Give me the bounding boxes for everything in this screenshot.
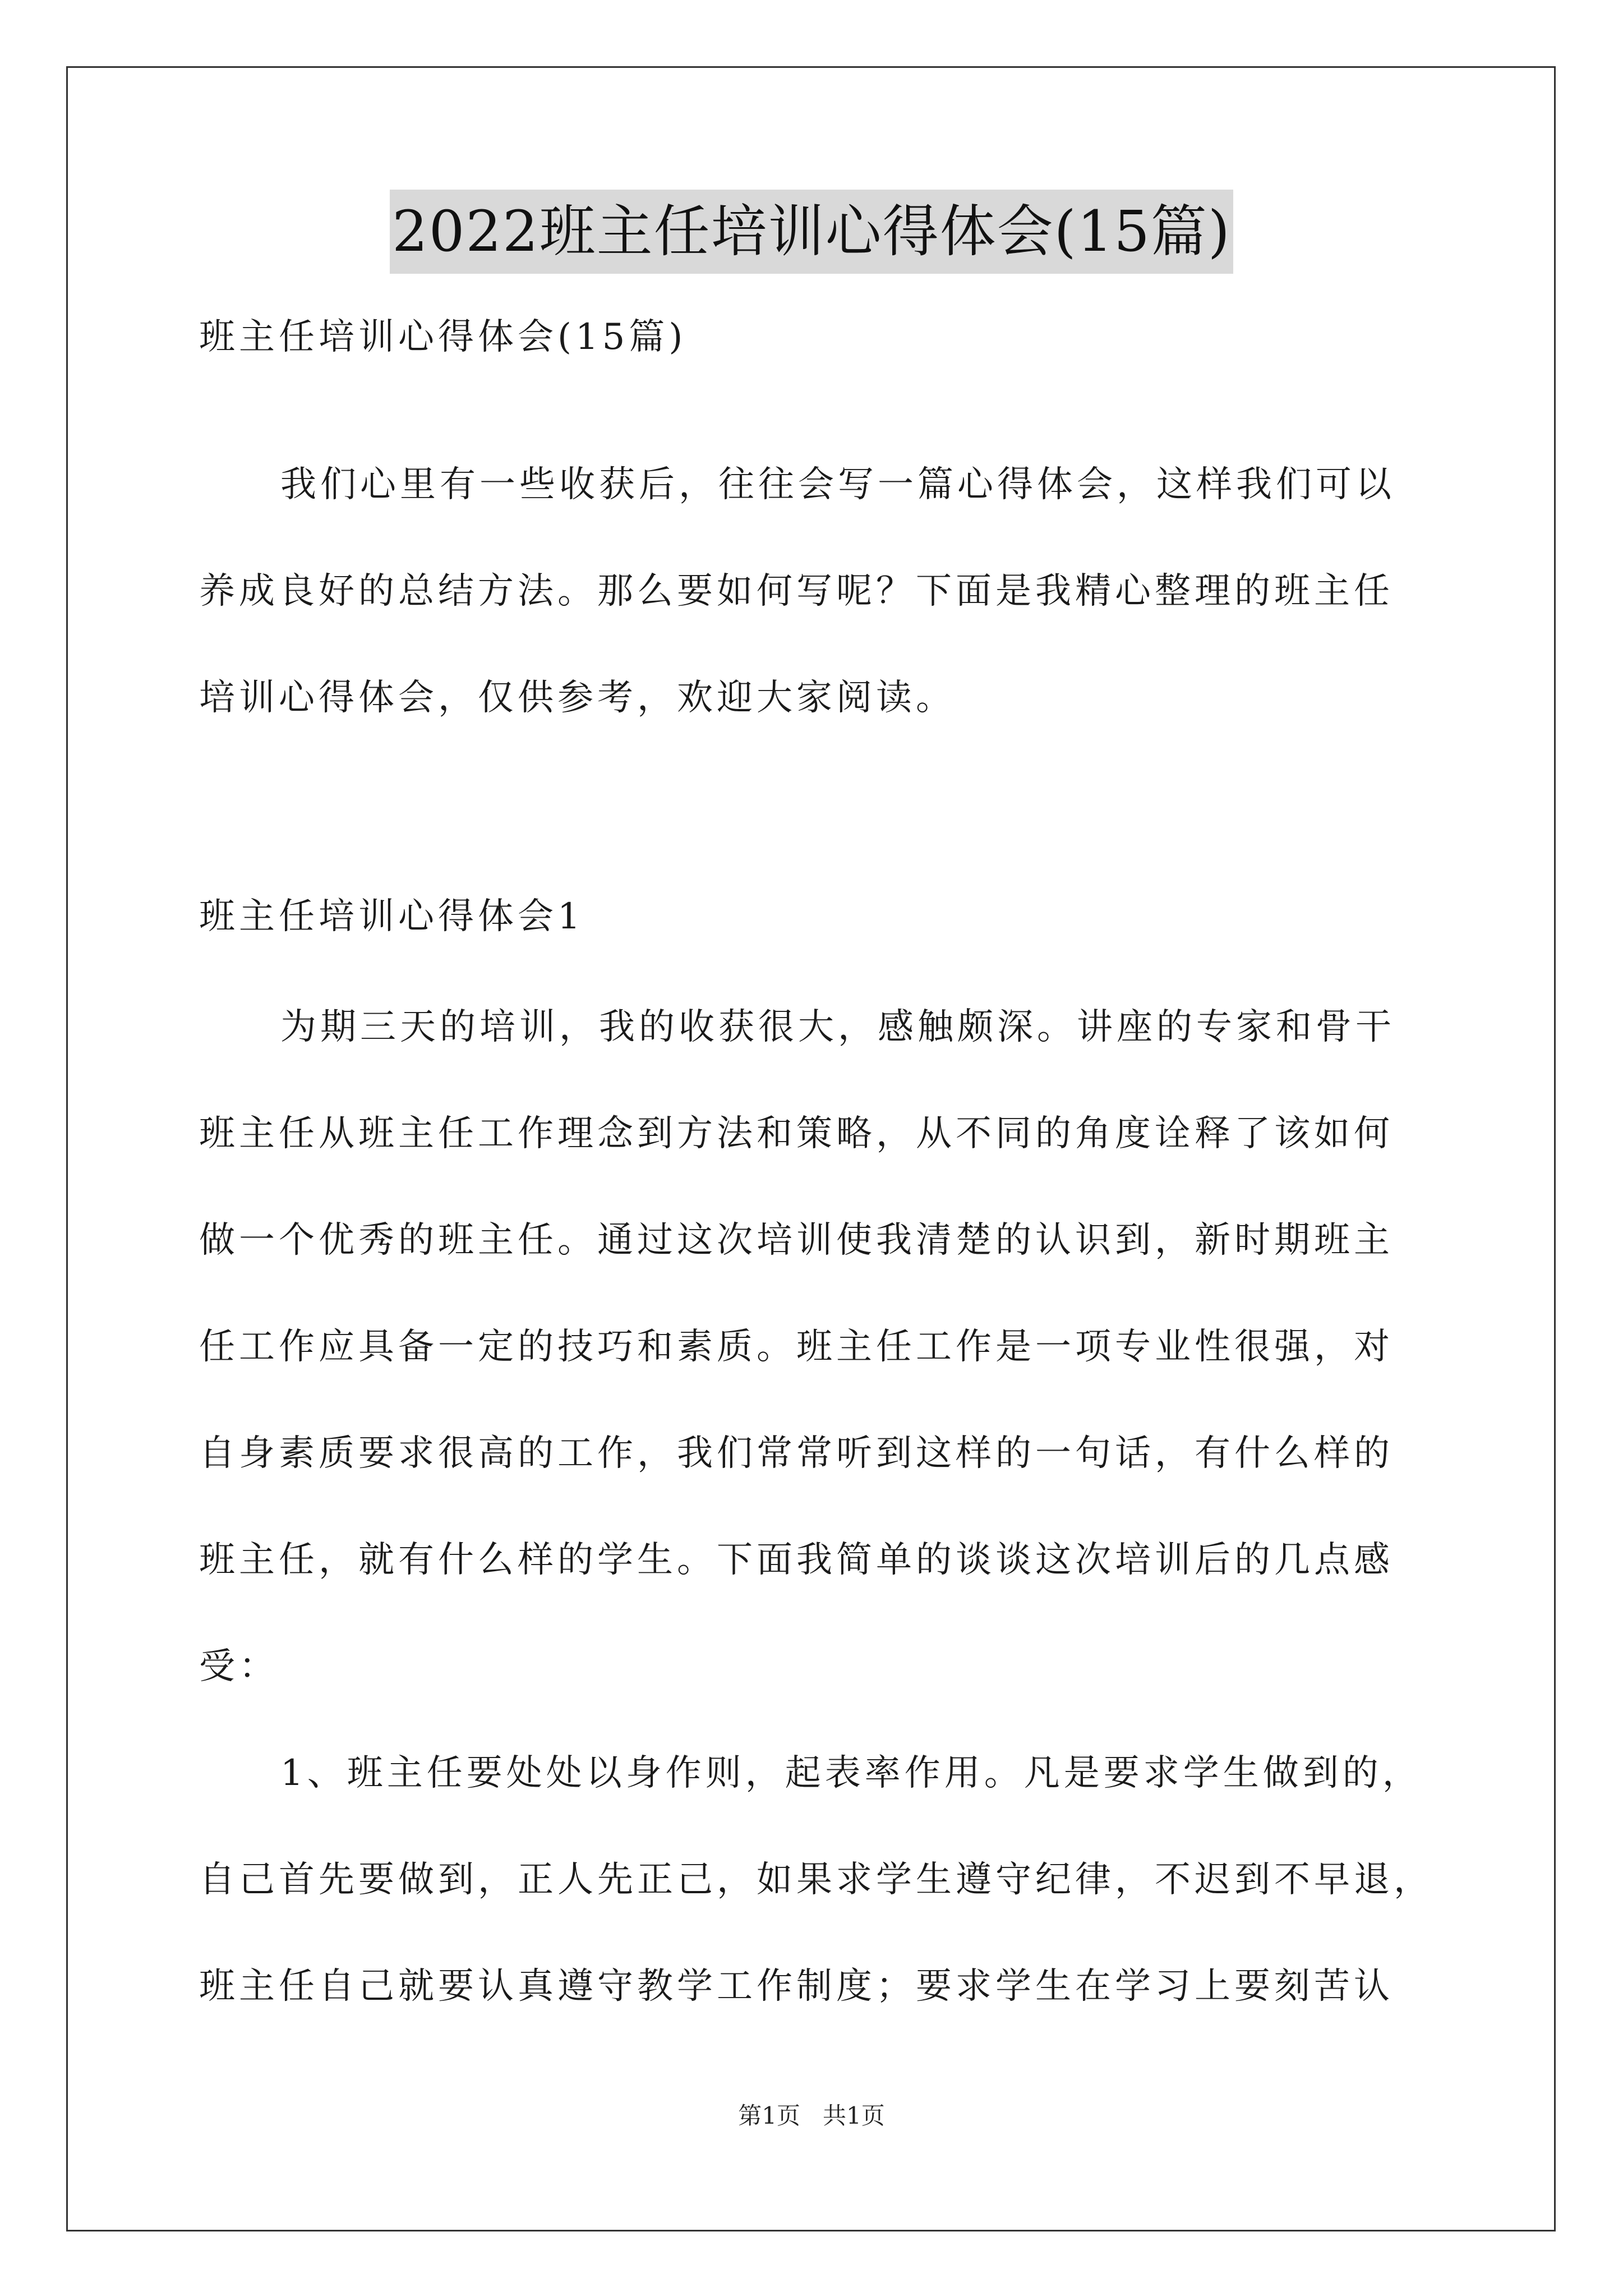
body-line: 班主任，就有什么样的学生。下面我简单的谈谈这次培训后的几点感 (199, 1539, 1394, 1581)
point-line: 班主任自己就要认真遵守教学工作制度；要求学生在学习上要刻苦认 (199, 1966, 1394, 2007)
title-container (0, 190, 1623, 274)
body-line: 受： (199, 1646, 279, 1687)
body-line: 为期三天的培训，我的收获很大，感触颇深。讲座的专家和骨干 (280, 1006, 1395, 1048)
point-line: 自己首先要做到，正人先正己，如果求学生遵守纪律，不迟到不早退， (199, 1859, 1433, 1901)
point-line: 1、班主任要处处以身作则，起表率作用。凡是要求学生做到的， (280, 1752, 1422, 1794)
page-footer: 第1页 共1页 (738, 2102, 885, 2129)
body-line: 班主任从班主任工作理念到方法和策略，从不同的角度诠释了该如何 (199, 1113, 1394, 1154)
intro-line: 养成良好的总结方法。那么要如何写呢？下面是我精心整理的班主任 (199, 570, 1394, 612)
intro-line: 培训心得体会，仅供参考，欢迎大家阅读。 (199, 677, 956, 719)
document-subtitle: 班主任培训心得体会(15篇) (199, 316, 687, 358)
body-line: 做一个优秀的班主任。通过这次培训使我清楚的认识到，新时期班主 (199, 1220, 1394, 1261)
section-heading: 班主任培训心得体会1 (199, 896, 584, 937)
body-line: 任工作应具备一定的技巧和素质。班主任工作是一项专业性很强，对 (199, 1326, 1394, 1368)
body-line: 自身素质要求很高的工作，我们常常听到这样的一句话，有什么样的 (199, 1433, 1394, 1474)
intro-line: 我们心里有一些收获后，往往会写一篇心得体会，这样我们可以 (280, 464, 1395, 505)
document-title: 2022班主任培训心得体会(15篇) (390, 190, 1233, 274)
